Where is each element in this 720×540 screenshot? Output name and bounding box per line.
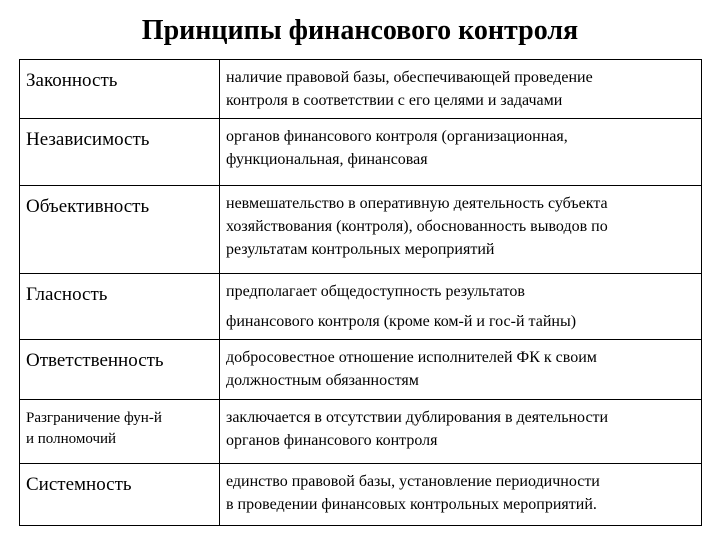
description-line: финансового контроля (кроме ком-й и гос-й тайны) xyxy=(226,313,577,330)
principle-name: Независимость xyxy=(20,119,220,186)
description-line: наличие правовой базы, обеспечивающей проведение xyxy=(226,69,593,86)
description-line: заключается в отсутствии дублирования в деятельности xyxy=(226,409,609,426)
principle-name: Законность xyxy=(20,60,220,119)
description-line: хозяйствования (контроля), обоснованность выводов по xyxy=(226,218,608,235)
description-line: в проведении финансовых контрольных мероприятий. xyxy=(226,496,597,513)
principle-description xyxy=(220,186,702,274)
description-line: функциональная, финансовая xyxy=(226,151,428,168)
principle-description xyxy=(220,119,702,186)
principle-description xyxy=(220,464,702,526)
principle-name xyxy=(20,400,220,464)
description-line: результатам контрольных мероприятий xyxy=(226,241,495,258)
table-row xyxy=(20,186,702,274)
principle-name: Ответственность xyxy=(20,340,220,400)
principle-name-line: и полномочий xyxy=(26,431,117,447)
description-line: органов финансового контроля (организационная, xyxy=(226,128,568,145)
description-line: предполагает общедоступность результатов xyxy=(226,283,525,300)
description-line: невмешательство в оперативную деятельность субъекта xyxy=(226,195,608,212)
table-row xyxy=(20,340,702,400)
description-line: контроля в соответствии с его целями и задачами xyxy=(226,92,563,109)
principle-description xyxy=(220,60,702,119)
principle-description xyxy=(220,400,702,464)
principle-description xyxy=(220,340,702,400)
description-line: должностным обязанностям xyxy=(226,372,419,389)
principle-name: Объективность xyxy=(20,186,220,274)
table-row xyxy=(20,119,702,186)
table-row xyxy=(20,274,702,340)
description-line: органов финансового контроля xyxy=(226,432,438,449)
principles-table xyxy=(19,59,702,526)
table-row xyxy=(20,60,702,119)
table-row xyxy=(20,400,702,464)
principle-name: Системность xyxy=(20,464,220,526)
description-line: добросовестное отношение исполнителей ФК к своим xyxy=(226,349,597,366)
principle-name-line: Разграничение фун-й xyxy=(26,410,162,426)
table-row xyxy=(20,464,702,526)
principle-name: Гласность xyxy=(20,274,220,340)
principle-description xyxy=(220,274,702,340)
description-line: единство правовой базы, установление периодичности xyxy=(226,473,600,490)
page-title: Принципы финансового контроля xyxy=(141,15,579,46)
